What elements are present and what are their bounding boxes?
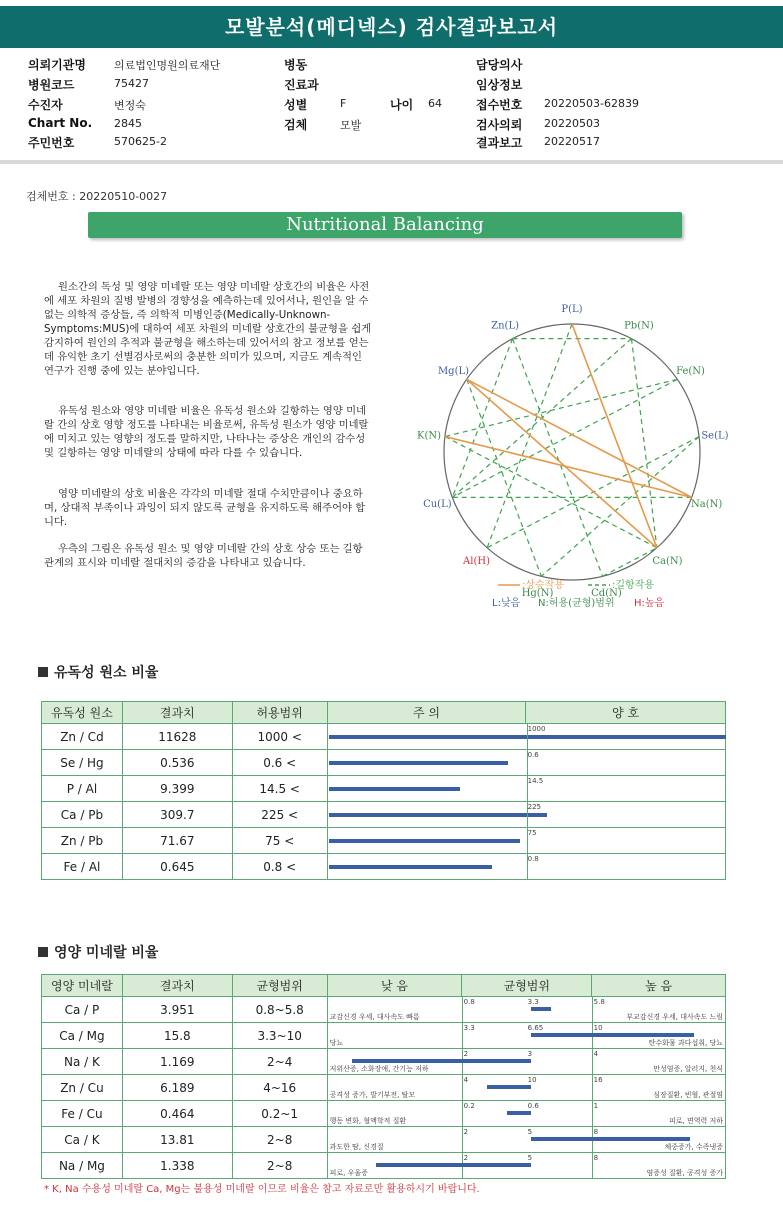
nutrient-row: [42, 1101, 726, 1127]
nutrient-bar-cell: [327, 1101, 725, 1127]
synergy-line: [445, 437, 692, 498]
nutrient-mid-mark: 3: [527, 1050, 533, 1058]
antagonism-line: [603, 548, 657, 576]
nutrient-divider-high: [592, 1153, 593, 1178]
patient-header: [0, 54, 783, 162]
col-high: 높 음: [592, 975, 726, 997]
toxic-ratio-name: Fe / Al: [42, 854, 123, 880]
toxic-ratio-value: 71.67: [122, 828, 232, 854]
header-divider: [0, 160, 783, 164]
nutrient-row: [42, 1023, 726, 1049]
label-report-date: 결과보고: [476, 136, 523, 150]
nutrient-ratio-name: Ca / P: [42, 997, 123, 1023]
col-balance: 균형범위: [462, 975, 592, 997]
nutrient-ratio-name: Ca / K: [42, 1127, 123, 1153]
synergy-line: [572, 324, 657, 548]
nutrient-mid-mark: 6.65: [527, 1024, 544, 1032]
nutrient-ratio-range: 3.3~10: [232, 1023, 327, 1049]
toxic-ratio-value: 9.399: [122, 776, 232, 802]
intro-text-3: 영양 미네랄의 상호 비율은 각각의 미네랄 절대 수치만큼이나 중요하며, 상대적 부족이나 과잉이 되지 않도록 균형을 유지하도록 해주어야 합니다.: [44, 488, 366, 528]
nutrient-ratio-value: 6.189: [122, 1075, 232, 1101]
nutrient-divider-high: [592, 1049, 593, 1074]
wheel-node-label: Mg(L): [437, 366, 470, 378]
nutrient-low-symptom: 저위산증, 소화장애, 간기능 저하: [329, 1065, 429, 1073]
nutrient-mid-mark: 3.3: [527, 998, 539, 1006]
nutrient-section-title: [38, 942, 158, 962]
nutrient-row: [42, 1153, 726, 1179]
value-patient: 변정숙: [114, 99, 146, 112]
label-institution: 의뢰기관명: [28, 58, 86, 72]
nutrient-ratio-range: 2~8: [232, 1127, 327, 1153]
value-receipt-no: 20220503-62839: [544, 97, 639, 110]
toxic-row: [42, 724, 726, 750]
wheel-node-label: Zn(L): [491, 320, 520, 332]
toxic-ratio-name: P / Al: [42, 776, 123, 802]
toxic-divider: [527, 828, 528, 853]
nutrient-bar-cell: [327, 1153, 725, 1179]
toxic-section-label: 유독성 원소 비율: [54, 665, 159, 681]
nutrient-lo-mark: 2: [463, 1128, 469, 1136]
nutrient-ratio-value: 3.951: [122, 997, 232, 1023]
toxic-bar-cell: [327, 802, 725, 828]
label-receipt-no: 접수번호: [476, 98, 523, 112]
wheel-node-label: Ca(N): [652, 555, 683, 567]
toxic-ratio-name: Se / Hg: [42, 750, 123, 776]
nutritional-balancing-banner: Nutritional Balancing: [88, 212, 682, 238]
toxic-ratio-name: Zn / Pb: [42, 828, 123, 854]
nutrient-ratio-value: 1.169: [122, 1049, 232, 1075]
nutrient-mid-mark: 5: [527, 1128, 533, 1136]
legend-level-label: N:허용(균형)범위: [538, 598, 615, 609]
nutrient-ratio-range: 2~8: [232, 1153, 327, 1179]
nutrient-bar-cell: [327, 997, 725, 1023]
nutrient-hi-mark: 4: [593, 1050, 599, 1058]
label-sex: 성별: [284, 98, 308, 112]
nutrient-mid-mark: 10: [527, 1076, 537, 1084]
nutrient-hi-mark: 8: [593, 1128, 599, 1136]
nutrient-high-symptom: 체중증가, 수족냉증: [664, 1143, 723, 1151]
toxic-bar-cell: [327, 724, 725, 750]
nutrient-divider-low: [462, 1101, 463, 1126]
mineral-wheel-diagram: [400, 272, 740, 617]
col-allowed-range: 허용범위: [232, 702, 327, 724]
nutrient-lo-mark: 0.8: [463, 998, 475, 1006]
nutrient-divider-high: [592, 997, 593, 1022]
wheel-node-label: Se(L): [701, 430, 729, 442]
toxic-ratio-range: 75 <: [232, 828, 327, 854]
toxic-row: [42, 776, 726, 802]
section-bullet-icon: [38, 947, 48, 957]
intro-paragraph-4: [44, 542, 374, 570]
label-request-date: 검사의뢰: [476, 118, 523, 132]
toxic-result-bar: [329, 813, 547, 817]
value-age: 64: [428, 97, 442, 110]
toxic-divider: [527, 802, 528, 827]
nutrient-divider-high: [592, 1075, 593, 1100]
toxic-divider: [527, 724, 528, 749]
toxic-row: [42, 802, 726, 828]
section-bullet-icon: [38, 667, 48, 677]
nutrient-result-bar: [531, 1137, 690, 1141]
toxic-row: [42, 750, 726, 776]
nutrient-ratio-range: 4~16: [232, 1075, 327, 1101]
nutrient-ratio-range: 0.8~5.8: [232, 997, 327, 1023]
toxic-ratio-name: Zn / Cd: [42, 724, 123, 750]
wheel-node-label: K(N): [417, 430, 442, 442]
label-ward: 병동: [284, 58, 308, 72]
toxic-threshold-mark: 0.6: [527, 751, 539, 759]
nutrient-lo-mark: 2: [463, 1050, 469, 1058]
toxic-result-bar: [329, 787, 460, 791]
toxic-row: [42, 854, 726, 880]
toxic-ratio-name: Ca / Pb: [42, 802, 123, 828]
col-caution: 주 의: [327, 702, 526, 724]
nutrient-bar-cell: [327, 1127, 725, 1153]
toxic-result-bar: [329, 839, 520, 843]
toxic-header-row: [42, 702, 726, 724]
nutrient-hi-mark: 1: [593, 1102, 599, 1110]
legend-label: :상승작용: [522, 580, 565, 591]
nutrient-ratio-name: Zn / Cu: [42, 1075, 123, 1101]
nutrient-bar-cell: [327, 1049, 725, 1075]
toxic-section-title: [38, 662, 158, 682]
nutrient-low-symptom: 당뇨: [329, 1039, 344, 1047]
nutrient-hi-mark: 10: [593, 1024, 603, 1032]
intro-paragraph-3: [44, 487, 374, 529]
label-age: 나이: [390, 98, 414, 112]
nutrient-header-row: [42, 975, 726, 997]
legend-label: :길항작용: [612, 580, 655, 591]
nutrient-row: [42, 1049, 726, 1075]
wheel-node-label: Fe(N): [676, 366, 705, 378]
col-nutrient-mineral: 영양 미네랄: [42, 975, 123, 997]
toxic-threshold-mark: 14.5: [527, 777, 544, 785]
toxic-divider: [527, 854, 528, 879]
legend-level-label: H:높음: [634, 598, 665, 609]
nutrient-ratio-name: Ca / Mg: [42, 1023, 123, 1049]
wheel-node-label: Hg(N): [521, 587, 554, 599]
nutrient-ratio-value: 13.81: [122, 1127, 232, 1153]
value-sex: F: [340, 97, 347, 110]
nutrient-low-symptom: 피로, 우울증: [329, 1169, 368, 1177]
wheel-node-label: Cd(N): [591, 587, 622, 599]
nutrient-hi-mark: 8: [593, 1154, 599, 1162]
wheel-node-label: Pb(N): [624, 320, 654, 332]
nutrient-high-symptom: 염증성 질환, 공격성 증가: [646, 1169, 723, 1177]
nutrient-lo-mark: 0.2: [463, 1102, 475, 1110]
nutrient-high-symptom: 만성염증, 알러지, 천식: [653, 1065, 723, 1073]
nutrient-low-symptom: 공격성 증가, 발기부전, 탈모: [329, 1091, 416, 1099]
toxic-bar-cell: [327, 750, 725, 776]
nutrient-result-bar: [376, 1163, 531, 1167]
label-chart-no: Chart No.: [28, 116, 93, 130]
toxic-ratio-table: [41, 701, 726, 880]
nutrient-divider-low: [462, 1075, 463, 1100]
label-hospital-code: 병원코드: [28, 78, 75, 92]
nutrient-bar-cell: [327, 1023, 725, 1049]
col-balance-range: 균형범위: [232, 975, 327, 997]
nutrient-high-symptom: 탄수화물 과다섭취, 당뇨: [648, 1039, 723, 1047]
col-low: 낮 음: [327, 975, 462, 997]
value-request-date: 20220503: [544, 117, 600, 130]
label-clinical-info: 임상정보: [476, 78, 523, 92]
nutrient-result-bar: [531, 1033, 694, 1037]
nutrient-result-bar: [487, 1085, 531, 1089]
wheel-node-label: Al(H): [463, 555, 490, 567]
nutrient-result-bar: [507, 1111, 531, 1115]
nutrient-hi-mark: 16: [593, 1076, 603, 1084]
nutrient-row: [42, 1127, 726, 1153]
label-patient: 수진자: [28, 98, 63, 112]
report-title: 모발분석(메디넥스) 검사결과보고서: [0, 6, 783, 48]
toxic-threshold-mark: 1000: [527, 725, 546, 733]
toxic-result-bar: [329, 761, 508, 765]
toxic-divider: [527, 776, 528, 801]
nutrient-ratio-name: Fe / Cu: [42, 1101, 123, 1127]
label-department: 진료과: [284, 78, 319, 92]
nutrient-divider-low: [462, 1127, 463, 1152]
toxic-ratio-value: 0.536: [122, 750, 232, 776]
wheel-node-label: P(L): [561, 304, 583, 315]
nutrient-lo-mark: 4: [463, 1076, 469, 1084]
value-chart-no: 2845: [114, 117, 142, 130]
nutrient-ratio-value: 0.464: [122, 1101, 232, 1127]
col-result: 결과치: [122, 975, 232, 997]
wheel-circle: [444, 324, 700, 580]
toxic-threshold-mark: 75: [527, 829, 537, 837]
toxic-divider: [527, 750, 528, 775]
toxic-ratio-range: 225 <: [232, 802, 327, 828]
toxic-bar-cell: [327, 828, 725, 854]
toxic-ratio-range: 1000 <: [232, 724, 327, 750]
nutrient-ratio-range: 0.2~1: [232, 1101, 327, 1127]
intro-text-2: 유독성 원소와 영양 미네랄 비율은 유독성 원소와 길항하는 영양 미네랄 간의 상호 영향 정도를 나타내는 비율로써, 유독성 원소가 영양 미네랄에 미치고 있는 영향의 정도를 말하지만, 나타나는 증상은 개인의 감수성 및 길항하는 영양 미네랄의 상태에 따라 다를 수 있습니다.: [44, 405, 369, 459]
legend-level-label: L:낮음: [492, 598, 521, 609]
toxic-threshold-mark: 225: [527, 803, 541, 811]
toxic-ratio-value: 11628: [122, 724, 232, 750]
col-result: 결과치: [122, 702, 232, 724]
antagonism-line: [467, 379, 542, 576]
nutrient-mid-mark: 0.6: [527, 1102, 539, 1110]
nutrient-high-symptom: 피로, 면역력 저하: [668, 1117, 723, 1125]
value-institution: 의료법인명원의료재단: [114, 59, 221, 72]
label-specimen: 검체: [284, 118, 308, 132]
toxic-bar-cell: [327, 776, 725, 802]
label-doctor: 담당의사: [476, 58, 523, 72]
toxic-threshold-mark: 0.8: [527, 855, 539, 863]
nutrient-divider-high: [592, 1101, 593, 1126]
nutrient-row: [42, 997, 726, 1023]
nutrient-ratio-value: 15.8: [122, 1023, 232, 1049]
specimen-number: 검체번호 : 20220510-0027: [26, 190, 168, 203]
nutrient-divider-low: [462, 997, 463, 1022]
nutrient-ratio-name: Na / K: [42, 1049, 123, 1075]
nutrient-low-symptom: 행동 변화, 혈액학적 질환: [329, 1117, 407, 1125]
nutrient-row: [42, 1075, 726, 1101]
toxic-bar-cell: [327, 854, 725, 880]
value-hospital-code: 75427: [114, 77, 149, 90]
toxic-row: [42, 828, 726, 854]
nutrient-ratio-table: [41, 974, 726, 1179]
nutrient-divider-low: [462, 1023, 463, 1048]
nutrient-low-symptom: 과도한 땀, 신경질: [329, 1143, 384, 1151]
footnote: * K, Na 수용성 미네랄 Ca, Mg는 불용성 미네랄 이므로 비율은 참고 자료로만 활용하시기 바랍니다.: [44, 1184, 480, 1195]
nutrient-high-symptom: 부교감신경 우세, 대사속도 느림: [626, 1013, 723, 1021]
value-resident-no: 570625-2: [114, 135, 167, 148]
nutrient-hi-mark: 5.8: [593, 998, 605, 1006]
nutrient-low-symptom: 교감신경 우세, 대사속도 빠름: [329, 1013, 420, 1021]
nutrient-lo-mark: 3.3: [463, 1024, 475, 1032]
toxic-ratio-range: 0.8 <: [232, 854, 327, 880]
intro-text-4: 우측의 그림은 유독성 원소 및 영양 미네랄 간의 상호 상승 또는 길항 관계의 표시와 미네랄 절대치의 증감을 나타내고 있습니다.: [44, 543, 363, 569]
antagonism-line: [513, 339, 603, 577]
antagonism-line: [452, 339, 512, 498]
nutrient-ratio-value: 1.338: [122, 1153, 232, 1179]
toxic-ratio-value: 309.7: [122, 802, 232, 828]
value-report-date: 20220517: [544, 135, 600, 148]
nutrient-lo-mark: 2: [463, 1154, 469, 1162]
nutrient-result-bar: [352, 1059, 531, 1063]
nutrient-bar-cell: [327, 1075, 725, 1101]
nutrient-high-symptom: 심장질환, 빈혈, 관절염: [653, 1091, 723, 1099]
col-good: 양 호: [526, 702, 726, 724]
col-toxic-element: 유독성 원소: [42, 702, 123, 724]
toxic-ratio-range: 0.6 <: [232, 750, 327, 776]
toxic-ratio-value: 0.645: [122, 854, 232, 880]
intro-paragraph-1: [44, 280, 374, 378]
wheel-node-label: Na(N): [691, 499, 723, 511]
toxic-result-bar: [329, 865, 492, 869]
nutrient-result-bar: [531, 1007, 551, 1011]
label-resident-no: 주민번호: [28, 136, 75, 150]
intro-text-1: 원소간의 독성 및 영양 미네랄 또는 영양 미네랄 상호간의 비율은 사전에 세포 차원의 질병 발병의 경향성을 예측하는데 있어서나, 원인을 알 수 없는 의학적 증상들, 즉 의학적 미병인증(Medically-Unknown-Symptoms:MUS)에 대하여 세포 차원의 미네랄 상호간의 불균형을 쉽게 감지하여 원인의 추적과 불균형을 해소하는데 있어서의 참고 정보를 얻는데 유익한 초기 선별검사로써의 충분한 의미가 있으며, 지금도 계속적인 연구가 진행 중에 있는 분야입니다.: [44, 281, 372, 377]
nutrient-ratio-range: 2~4: [232, 1049, 327, 1075]
wheel-node-label: Cu(L): [423, 499, 452, 511]
toxic-ratio-range: 14.5 <: [232, 776, 327, 802]
value-specimen: 모발: [340, 119, 362, 132]
nutrient-ratio-name: Na / Mg: [42, 1153, 123, 1179]
nutrient-mid-mark: 5: [527, 1154, 533, 1162]
intro-paragraph-2: [44, 404, 374, 460]
nutrient-section-label: 영양 미네랄 비율: [54, 945, 159, 961]
